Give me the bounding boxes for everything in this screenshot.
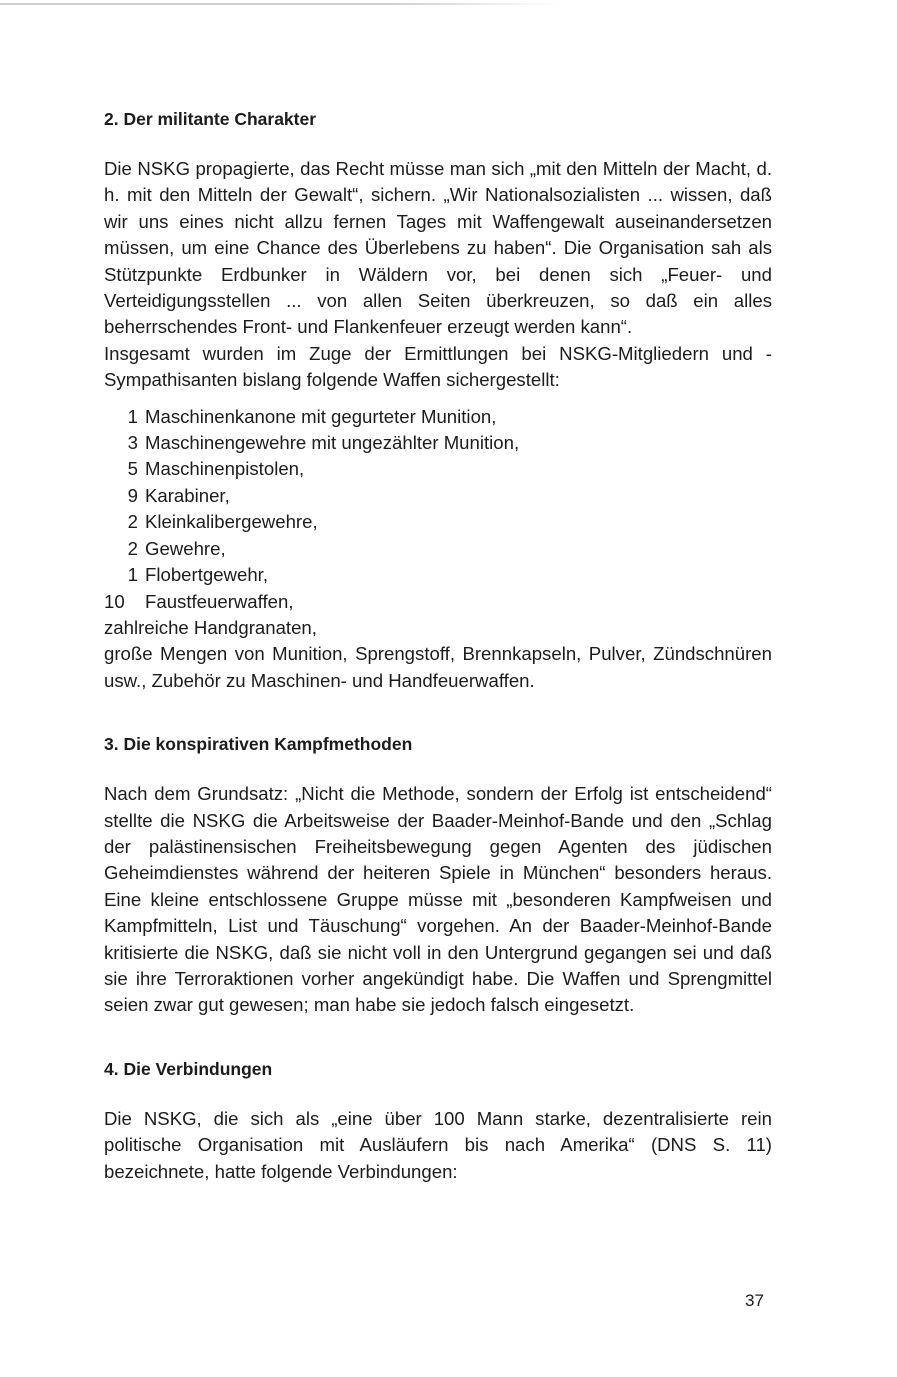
list-item (104, 483, 772, 509)
weapon-item: Maschinengewehre mit ungezählter Munition, (145, 432, 520, 454)
list-item (104, 430, 772, 456)
section-4-heading: 4. Die Verbindungen (104, 1058, 273, 1079)
weapons-list (104, 404, 772, 615)
list-item (104, 456, 772, 482)
weapons-extra-1: zahlreiche Handgranaten, (104, 616, 317, 638)
weapon-item: Flobertgewehr, (145, 564, 268, 586)
weapon-item: Kleinkalibergewehre, (145, 511, 318, 533)
weapon-count: 5 (127, 458, 138, 480)
weapon-item: Maschinenpistolen, (145, 458, 305, 480)
weapon-item: Faustfeuerwaffen, (145, 590, 294, 612)
weapon-count: 10 (104, 590, 125, 612)
weapon-count: 9 (127, 484, 138, 506)
weapon-item: Maschinenkanone mit gegurteter Munition, (145, 405, 497, 427)
list-item (104, 562, 772, 588)
weapon-count: 3 (127, 432, 138, 454)
weapon-count: 2 (127, 537, 138, 559)
list-item (104, 589, 772, 615)
page-body (104, 106, 772, 1185)
weapon-count: 1 (127, 564, 138, 586)
section-3-paragraph-1: Nach dem Grundsatz: „Nicht die Methode, sondern der Erfolg ist entscheidend“ stellte die NSKG die Arbeitsweise der Baader-Meinhof-Bande und den „Schlag der palästinensischen Freiheitsbewegung gegen Agenten des jüdischen Geheimdienstes während der heiteren Spiele in München“ besonders heraus. Eine kleine entschlossene Gruppe müsse mit „besonderen Kampfweisen und Kampfmitteln, List und Täuschung“ vorgehen. An der Baader-Meinhof-Bande kritisierte die NSKG, daß sie nicht voll in den Untergrund gegangen sei und daß sie ihre Terroraktionen vorher angekündigt habe. Die Waffen und Sprengmittel seien zwar gut gewesen; man habe sie jedoch falsch eingesetzt. (104, 783, 772, 1016)
section-3-heading: 3. Die konspirativen Kampfmethoden (104, 734, 413, 755)
list-item (104, 536, 772, 562)
scan-top-rule (0, 3, 560, 5)
section-2-heading: 2. Der militante Charakter (104, 109, 317, 129)
weapon-count: 2 (127, 511, 138, 533)
page-number: 37 (745, 1291, 764, 1310)
weapon-item: Gewehre, (145, 537, 226, 559)
weapon-item: Karabiner, (145, 484, 230, 506)
list-item (104, 509, 772, 535)
weapon-count: 1 (127, 405, 138, 427)
section-2-paragraph-2: Insgesamt wurden im Zuge der Ermittlungen bei NSKG-Mitgliedern und -Sympathisanten bislang folgende Waffen sichergestellt: (104, 342, 772, 391)
weapons-extra-2: große Mengen von Munition, Sprengstoff, Brennkapseln, Pulver, Zündschnüren usw., Zubehör zu Maschinen- und Handfeuerwaffen. (104, 643, 772, 691)
section-2-paragraph-1: Die NSKG propagierte, das Recht müsse man sich „mit den Mitteln der Macht, d. h. mit den Mitteln der Gewalt“, sichern. „Wir Nationalsozialisten ... wissen, daß wir uns eines nicht allzu fernen Tages mit Waffengewalt auseinandersetzen müssen, um eine Chance des Überlebens zu haben“. Die Organisation sah als Stützpunkte Erdbunker in Wäldern vor, bei denen sich „Feuer- und Verteidigungsstellen ... von allen Seiten überkreuzen, so daß ein alles beherrschendes Front- und Flankenfeuer erzeugt werden kann“. (104, 158, 772, 338)
list-item (104, 404, 772, 430)
section-4-paragraph-1: Die NSKG, die sich als „eine über 100 Mann starke, dezentralisierte rein politische Organisation mit Ausläufern bis nach Amerika“ (DNS S. 11) bezeichnete, hatte folgende Verbindungen: (104, 1107, 772, 1182)
